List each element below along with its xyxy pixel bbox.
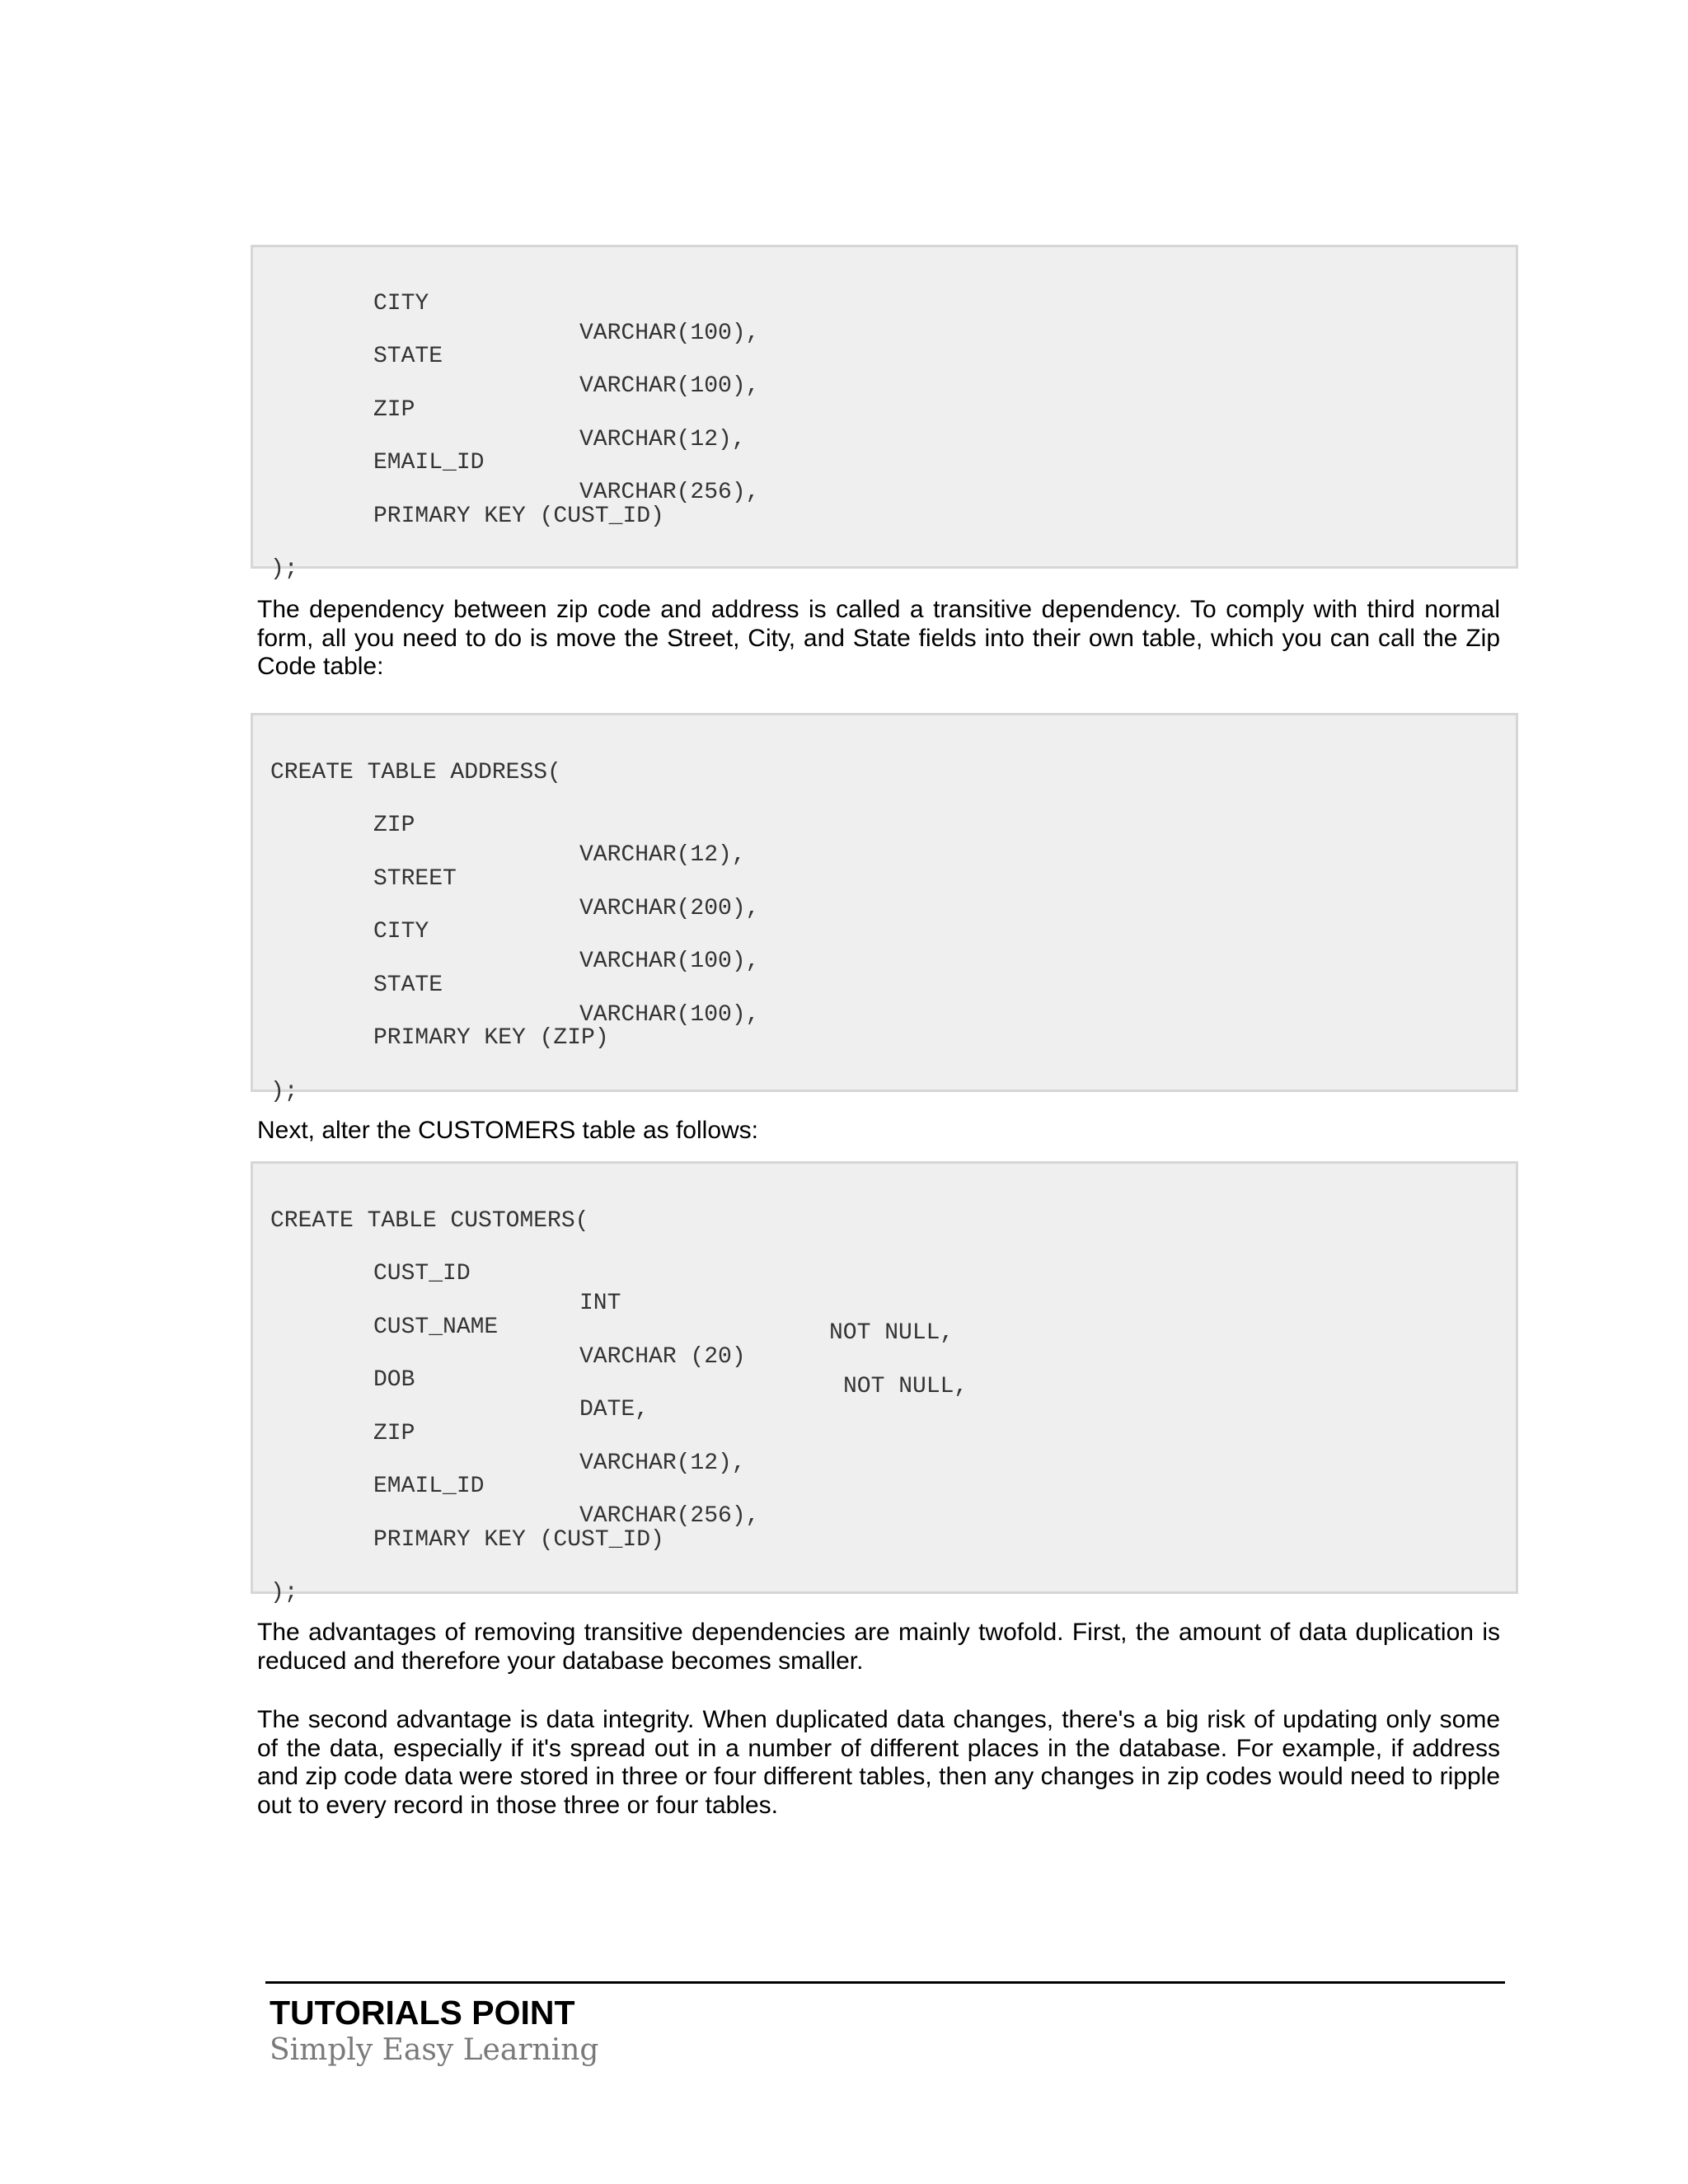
code-block-create-customers (251, 1161, 1518, 1605)
column-constraint: NOT NULL, (843, 1374, 968, 1399)
code-line (253, 1549, 336, 1605)
column-type: VARCHAR(12), (579, 1451, 746, 1476)
column-name: STATE (373, 344, 443, 369)
create-table-statement: CREATE TABLE ADDRESS( (270, 760, 561, 785)
column-type: DATE, (579, 1397, 649, 1422)
footer-brand: TUTORIALS POINT (270, 1994, 575, 2032)
column-name: ZIP (373, 813, 415, 838)
statement-close: ); (270, 556, 298, 582)
column-type: VARCHAR(200), (579, 896, 760, 921)
paragraph-advantages: The advantages of removing transitive dependencies are mainly twofold. First, the amount of data duplication is reduced and therefore your database becomes smaller. (257, 1619, 1500, 1675)
column-type: VARCHAR(12), (579, 427, 746, 452)
code-line (253, 994, 609, 1051)
paragraph-data-integrity: The second advantage is data integrity. When duplicated data changes, there's a big risk of updating only some of the data, especially if it's spread out in a number of different places in the database. For example, if address and zip code data were stored in three or four different tables, then any changes in zip codes would need to ripple out to every record in those three or four tables. (257, 1706, 1500, 1819)
statement-close: ); (270, 1580, 298, 1605)
statement-close: ); (270, 1079, 298, 1104)
column-constraint: NOT NULL, (829, 1320, 954, 1346)
code-line (253, 472, 664, 529)
column-name: CITY (373, 291, 429, 316)
code-line (253, 525, 336, 582)
footer-divider (265, 1981, 1505, 1984)
column-type: VARCHAR(256), (579, 480, 760, 505)
code-line (253, 1336, 649, 1422)
primary-key-clause: PRIMARY KEY (CUST_ID) (373, 1527, 664, 1553)
column-type: VARCHAR(100), (579, 321, 760, 346)
column-type: VARCHAR(100), (579, 373, 760, 399)
code-line (253, 312, 760, 399)
code-line (253, 1496, 664, 1553)
column-name: CUST_ID (373, 1261, 471, 1286)
primary-key-clause: PRIMARY KEY (CUST_ID) (373, 504, 664, 529)
footer-tagline: Simply Easy Learning (270, 2033, 599, 2067)
column-type: VARCHAR(100), (579, 949, 760, 974)
column-name: STATE (373, 972, 443, 998)
column-type: VARCHAR(12), (579, 842, 746, 868)
code-line (253, 781, 746, 868)
paragraph-transitive-dependency: The dependency between zip code and address is called a transitive dependency. To comply with third normal form, all you need to do is move the Street, City, and State fields into their own table, which you can call the Zip Code table: (257, 596, 1500, 680)
column-name: ZIP (373, 1421, 415, 1446)
code-block-customers-tail (251, 245, 1518, 582)
paragraph-alter-customers: Next, alter the CUSTOMERS table as follows: (257, 1117, 758, 1144)
column-type: VARCHAR(256), (579, 1503, 760, 1529)
code-line (253, 1047, 336, 1104)
column-name: CITY (373, 919, 429, 944)
column-name: EMAIL_ID (373, 1474, 485, 1499)
column-name: DOB (373, 1367, 415, 1393)
column-type: VARCHAR(100), (579, 1002, 760, 1028)
primary-key-clause: PRIMARY KEY (ZIP) (373, 1025, 609, 1051)
column-name: CUST_NAME (373, 1315, 499, 1340)
column-type: INT (579, 1291, 621, 1316)
column-name: ZIP (373, 397, 415, 423)
column-name: STREET (373, 866, 457, 892)
column-name: EMAIL_ID (373, 450, 485, 476)
column-type: VARCHAR (20) (579, 1344, 746, 1370)
code-line (253, 1177, 589, 1234)
create-table-statement: CREATE TABLE CUSTOMERS( (270, 1208, 589, 1234)
code-line (253, 729, 561, 785)
code-line (253, 941, 760, 1028)
code-line (253, 260, 760, 346)
code-block-create-address (251, 713, 1518, 1104)
